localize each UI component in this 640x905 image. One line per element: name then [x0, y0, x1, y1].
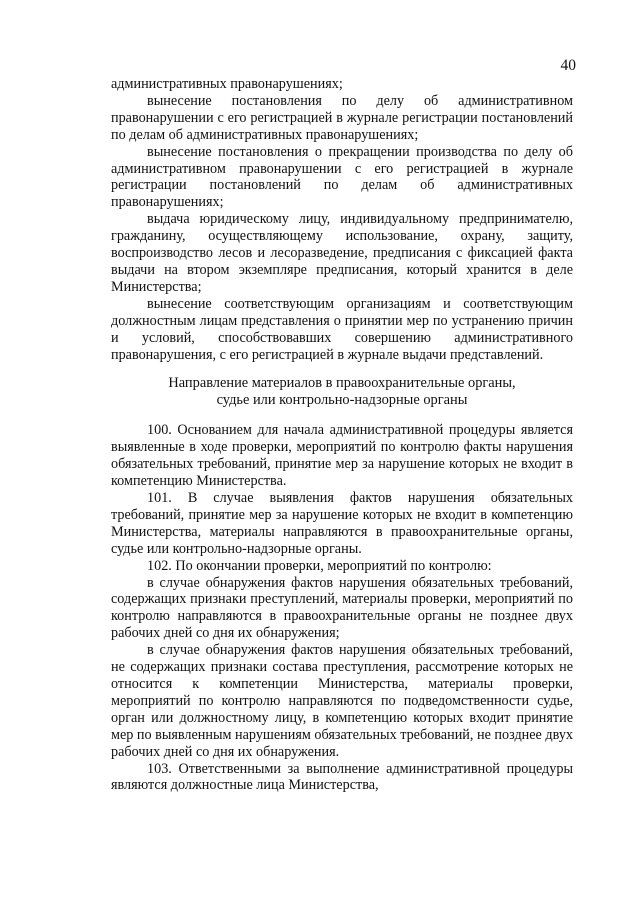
section-heading-line-1: Направление материалов в правоохранительные органы,	[168, 375, 516, 392]
paragraph-101: 101. В случае выявления фактов нарушения обязательных требований, принятие мер за нарушение которых не входит в компетенцию Министерства, материалы направляются в правоохранительные органы, судье или контрольно-надзорные органы.	[111, 490, 573, 557]
paragraph-102: 102. По окончании проверки, мероприятий по контролю:	[147, 557, 492, 574]
paragraph-submission: вынесение соответствующим организациям и соответствующим должностным лицам представления о принятии мер по устранению причин и условий, способствовавших совершению административного правонарушения, с его регистрацией в журнале выдачи представлений.	[111, 295, 573, 363]
paragraph-ruling-registration: вынесение постановления по делу об административном правонарушении с его регистрацией в журнале регистрации постановлений по делам об административных правонарушениях;	[111, 92, 573, 143]
document-body	[111, 76, 573, 794]
section-heading-line-2: судье или контрольно-надзорные органы	[216, 392, 468, 409]
paragraph-continuation: административных правонарушениях;	[111, 76, 343, 92]
paragraph-termination-ruling: вынесение постановления о прекращении производства по делу об административном правонарушении с его регистрацией в журнале регистрации постановлений по делам об административных правонарушениях;	[111, 143, 573, 211]
page-number: 40	[560, 57, 576, 74]
paragraph-order-issuance: выдача юридическому лицу, индивидуальному предпринимателю, гражданину, осуществляющему использование, охрану, защиту, воспроизводство лесов и лесоразведение, предписания с фиксацией факта выдачи на втором экземпляре предписания, который хранится в деле Министерства;	[111, 211, 573, 295]
paragraph-102-non-crimes: в случае обнаружения фактов нарушения обязательных требований, не содержащих признаки состава преступления, рассмотрение которых не относится к компетенции Министерства, материалы проверки, мероприятий по контролю направляются по подведомственности судье, орган или должностному лицу, в компетенцию которых входит принятие мер по выявленным нарушениям обязательных требований, не позднее двух рабочих дней со дня их обнаружения.	[111, 642, 574, 760]
paragraph-103: 103. Ответственными за выполнение административной процедуры являются должностные лица Министерства,	[111, 760, 573, 794]
paragraph-100: 100. Основанием для начала административной процедуры является выявленные в ходе проверки, мероприятий по контролю факты нарушения обязательных требований, принятие мер за нарушение которых не входит в компетенцию Министерства.	[111, 422, 573, 490]
paragraph-102-crimes: в случае обнаружения фактов нарушения обязательных требований, содержащих признаки преступлений, материалы проверки, мероприятий по контролю направляются в правоохранительные органы не позднее двух рабочих дней со дня их обнаружения;	[111, 574, 573, 642]
section-heading	[111, 375, 573, 409]
